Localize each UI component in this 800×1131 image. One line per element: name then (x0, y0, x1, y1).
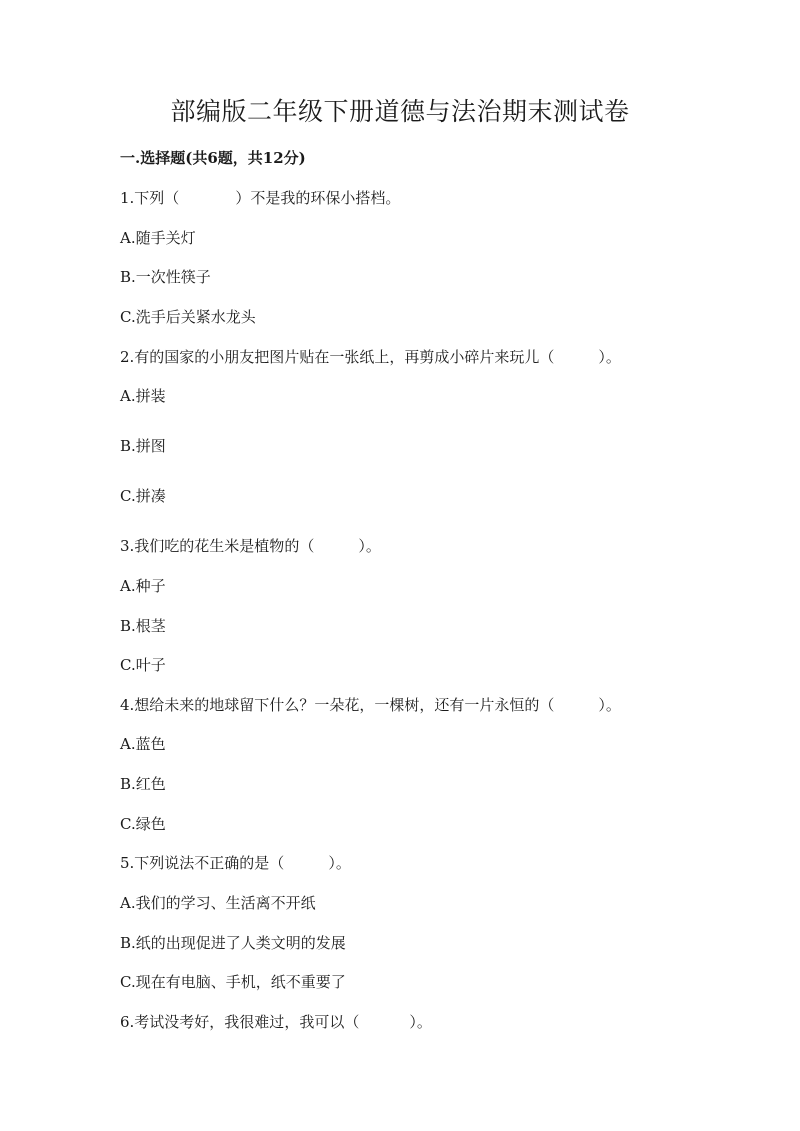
question-stem-before: 3.我们吃的花生米是植物的（ (120, 537, 315, 555)
question-stem-before: 4.想给未来的地球留下什么？一朵花，一棵树，还有一片永恒的（ (120, 696, 555, 714)
question-stem-before: 1.下列（ (120, 189, 180, 207)
question-stem-after: ）。 (598, 348, 621, 366)
question-5-option-a: A.我们的学习、生活离不开纸 (120, 894, 316, 912)
question-2-option-a: A.拼装 (120, 387, 166, 405)
question-stem-after: ）不是我的环保小搭档。 (235, 189, 401, 207)
question-1-option-a: A.随手关灯 (120, 229, 196, 247)
question-5-option-c: C.现在有电脑、手机，纸不重要了 (120, 973, 346, 991)
question-stem-after: ）。 (409, 1013, 432, 1031)
question-5-option-b: B.纸的出现促进了人类文明的发展 (120, 934, 346, 952)
question-3-option-b: B.根茎 (120, 617, 166, 635)
question-4-option-a: A.蓝色 (120, 735, 166, 753)
question-4-option-b: B.红色 (120, 775, 166, 793)
question-1-stem (120, 185, 400, 211)
question-2-option-b: B.拼图 (120, 437, 166, 455)
question-stem-after: ）。 (328, 854, 351, 872)
question-stem-after: ）。 (598, 696, 621, 714)
question-4-stem (120, 692, 621, 718)
section-heading: 一.选择题(共6题，共12分) (120, 149, 306, 167)
question-6-stem (120, 1009, 432, 1035)
question-3-option-a: A.种子 (120, 577, 166, 595)
page-title: 部编版二年级下册道德与法治期末测试卷 (170, 97, 630, 126)
question-1-option-c: C.洗手后关紧水龙头 (120, 308, 256, 326)
question-1-option-b: B.一次性筷子 (120, 268, 211, 286)
question-stem-before: 6.考试没考好，我很难过，我可以（ (120, 1013, 360, 1031)
question-2-option-c: C.拼凑 (120, 487, 166, 505)
question-stem-before: 5.下列说法不正确的是（ (120, 854, 285, 872)
question-stem-after: ）。 (358, 537, 381, 555)
question-5-stem (120, 850, 351, 876)
question-3-option-c: C.叶子 (120, 656, 166, 674)
question-3-stem (120, 533, 381, 559)
question-4-option-c: C.绿色 (120, 815, 166, 833)
question-stem-before: 2.有的国家的小朋友把图片贴在一张纸上，再剪成小碎片来玩儿（ (120, 348, 555, 366)
question-2-stem (120, 344, 621, 370)
